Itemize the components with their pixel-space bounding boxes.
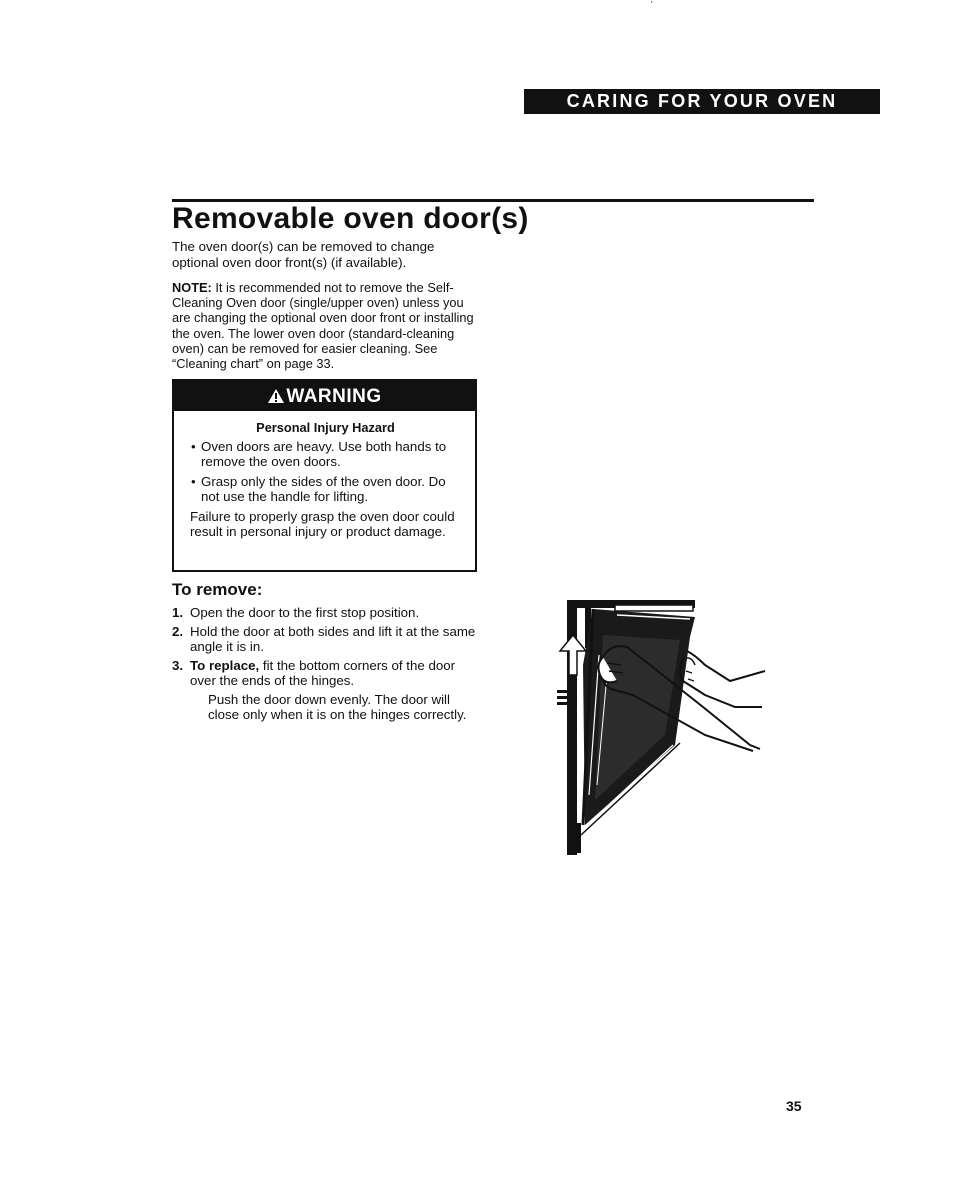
warning-bullet-text: Grasp only the sides of the oven door. Do not use the handle for lifting. — [201, 473, 446, 504]
step-number: 3. — [172, 657, 184, 673]
removal-steps — [172, 605, 482, 723]
section-header-bar: CARING FOR YOUR OVEN — [524, 89, 880, 114]
page-title: Removable oven door(s) — [172, 202, 529, 235]
step-2 — [172, 624, 482, 655]
warning-bullet-text: Oven doors are heavy. Use both hands to remove the oven doors. — [201, 438, 447, 469]
step-text: Open the door to the first stop position. — [190, 605, 420, 620]
step-text: fit the bottom corners of the door over the ends of the hinges. — [190, 657, 456, 688]
to-remove-heading: To remove: — [172, 580, 263, 599]
warning-heading: WARNING — [286, 386, 382, 407]
step-3 — [172, 658, 482, 689]
note-label: NOTE: — [172, 280, 212, 295]
intro-paragraph: The oven door(s) can be removed to change optional oven door front(s) (if available). — [172, 239, 435, 270]
step-text: Hold the door at both sides and lift it at the same angle it is in. — [190, 623, 476, 654]
step-number: 1. — [172, 605, 184, 620]
page-number: 35 — [786, 1098, 802, 1114]
bullet-dot: • — [191, 438, 196, 454]
note-paragraph — [172, 280, 482, 371]
warning-box — [172, 379, 477, 572]
replace-continuation: Push the door down evenly. The door will close only when it is on the hinges correctly. — [208, 691, 467, 722]
warning-header — [174, 381, 475, 411]
step-bold-lead: To replace, — [190, 657, 260, 673]
warning-consequence: Failure to properly grasp the oven door could result in personal injury or product damage. — [190, 508, 455, 539]
bullet-dot: • — [191, 473, 196, 489]
warning-bullet — [190, 439, 461, 470]
warning-bullet — [190, 474, 461, 505]
warning-triangle-icon — [267, 388, 285, 404]
step-1 — [172, 605, 482, 621]
warning-body — [174, 411, 475, 540]
step-number: 2. — [172, 623, 184, 639]
oven-door-removal-illustration — [555, 595, 770, 860]
note-text: It is recommended not to remove the Self-Cleaning Oven door (single/upper oven) unless you are changing the optional oven door front or installing the oven. The lower oven door (standard-cleaning oven) can be removed for easier cleaning. See “Cleaning chart” on page 33. — [172, 280, 474, 372]
hazard-title: Personal Injury Hazard — [256, 420, 395, 435]
scan-mark: ' — [651, 0, 653, 9]
